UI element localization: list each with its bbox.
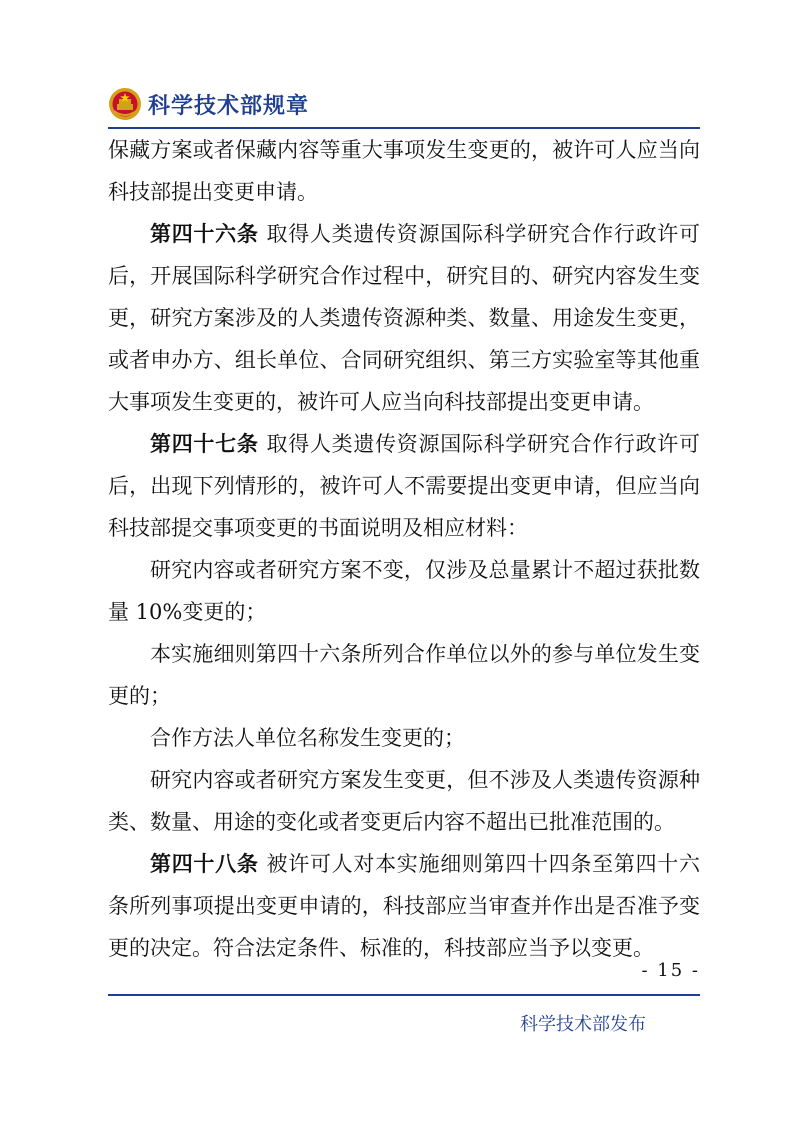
list-item: 合作方法人单位名称发生变更的；	[150, 726, 465, 750]
article-number: 第四十六条	[150, 222, 259, 246]
article-46: 第四十六条 取得人类遗传资源国际科学研究合作行政许可后，开展国际科学研究合作过程中，研究目的、研究内容发生变更，研究方案涉及的人类遗传资源种类、数量、用途发生变更，或者申办方、组长单位、合同研究组织、第三方实验室等其他重大事项发生变更的，被许可人应当向科技部提出变更申请。	[108, 222, 701, 414]
article-48: 第四十八条 被许可人对本实施细则第四十四条至第四十六条所列事项提出变更申请的，科技部应当审查并作出是否准予变更的决定。符合法定条件、标准的，科技部应当予以变更。	[108, 852, 701, 960]
page-number: - 15 -	[641, 960, 700, 981]
footer-rule	[108, 994, 700, 996]
list-item: 研究内容或者研究方案发生变更，但不涉及人类遗传资源种类、数量、用途的变化或者变更后内容不超出已批准范围的。	[108, 768, 700, 834]
article-number: 第四十七条	[150, 432, 259, 456]
document-body	[108, 129, 700, 969]
list-item: 本实施细则第四十六条所列合作单位以外的参与单位发生变更的；	[108, 642, 700, 708]
article-47: 第四十七条 取得人类遗传资源国际科学研究合作行政许可后，出现下列情形的，被许可人不需要提出变更申请，但应当向科技部提交事项变更的书面说明及相应材料：	[108, 432, 701, 540]
national-emblem-icon	[108, 87, 142, 121]
list-item: 研究内容或者研究方案不变，仅涉及总量累计不超过获批数量 10%变更的；	[108, 558, 700, 624]
article-number: 第四十八条	[150, 852, 259, 876]
header-title: 科学技术部规章	[148, 93, 310, 119]
footer-publisher: 科学技术部发布	[520, 1014, 646, 1035]
document-header	[108, 84, 309, 124]
paragraph-continuation: 保藏方案或者保藏内容等重大事项发生变更的，被许可人应当向科技部提出变更申请。	[108, 138, 700, 204]
